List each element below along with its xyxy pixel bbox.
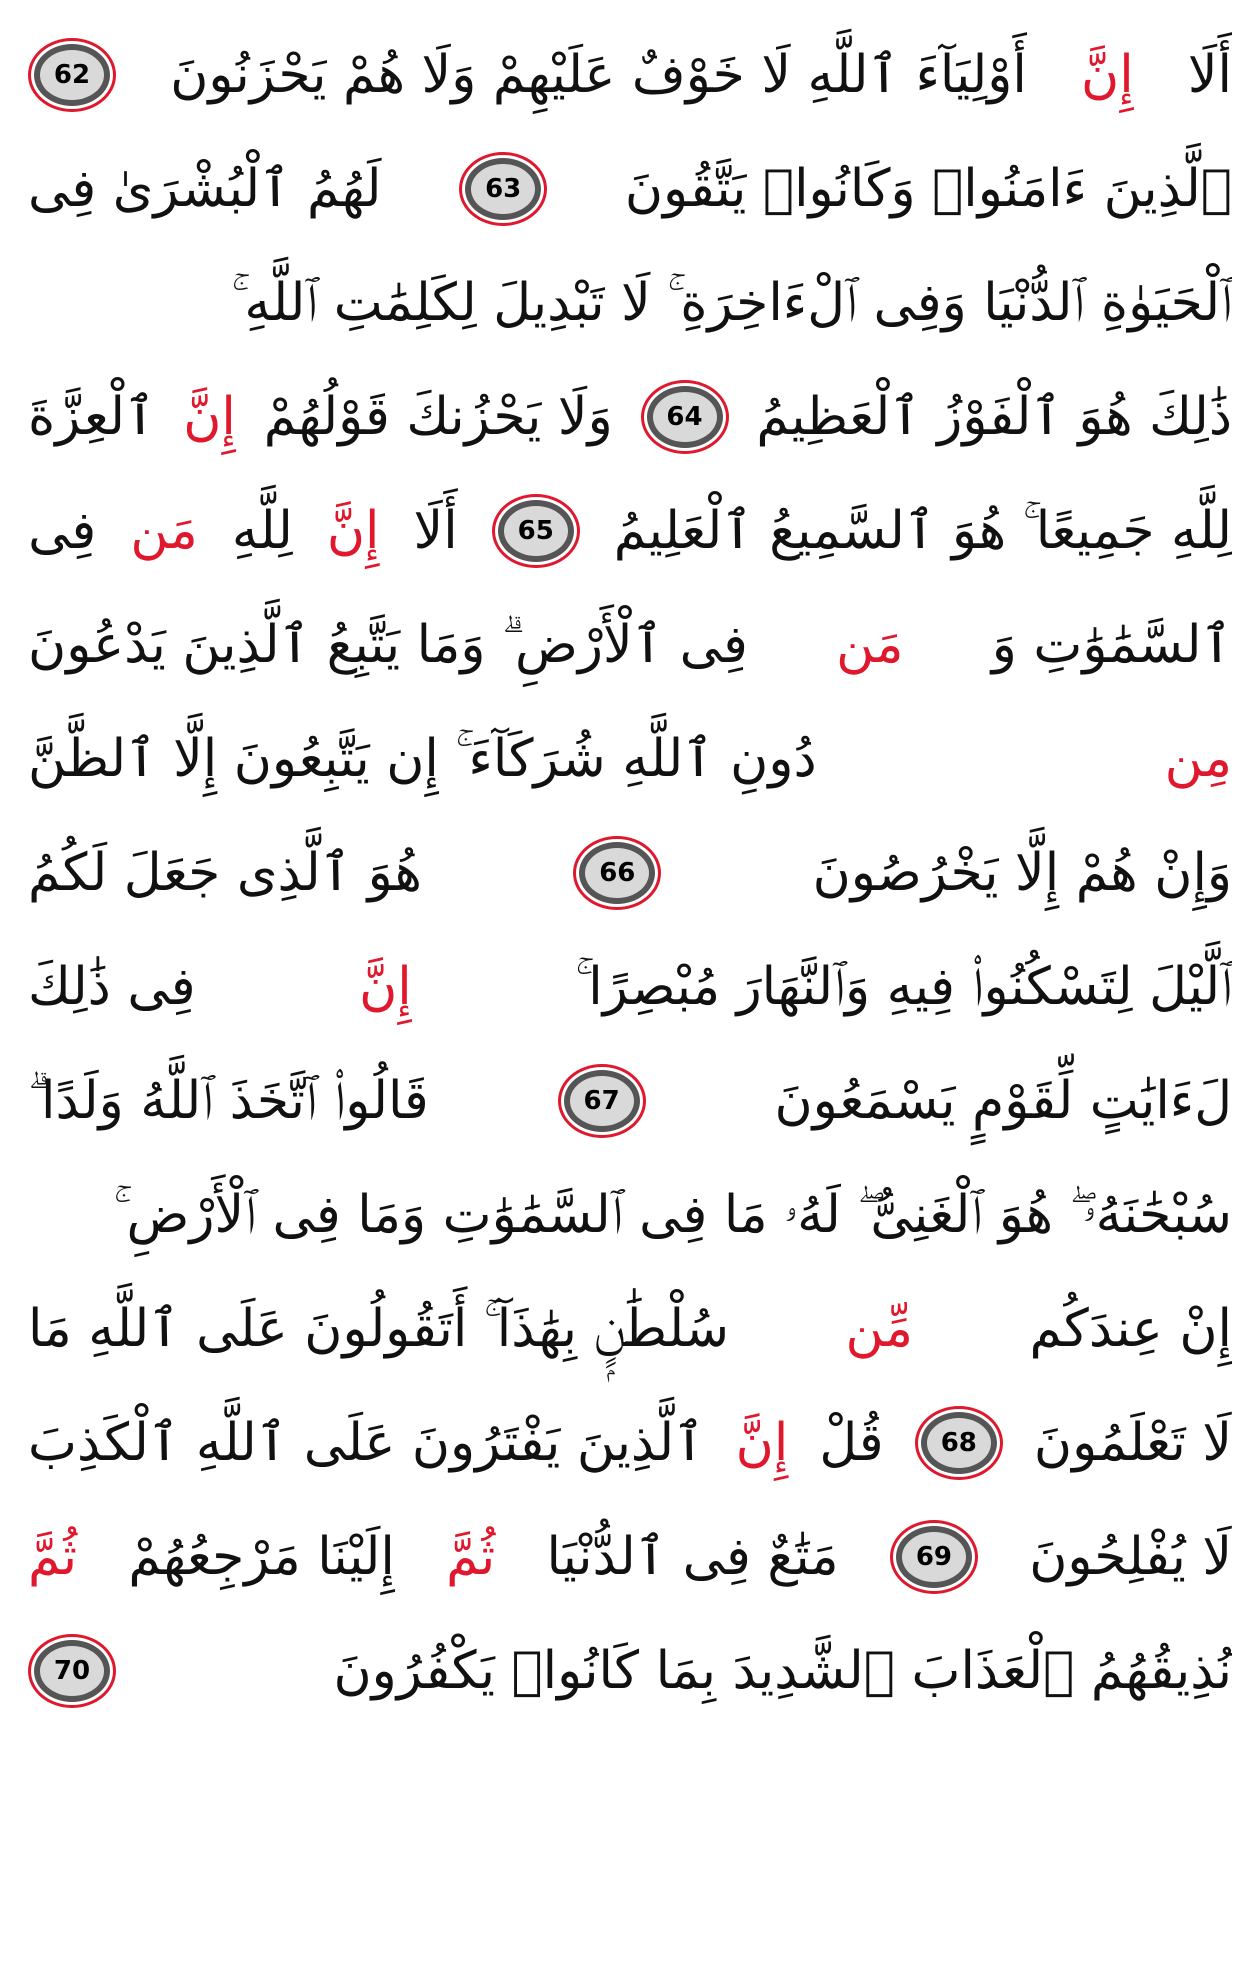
verse-line <box>28 132 1232 246</box>
verse-line <box>28 360 1232 474</box>
verse-text: لَهُمُ ٱلْبُشْرَىٰ فِى <box>28 159 382 219</box>
verse-text: لَا تَعْلَمُونَ <box>1033 1413 1232 1473</box>
verse-text: لَءَايَٰتٍ لِّقَوْمٍ يَسْمَعُونَ <box>774 1071 1232 1131</box>
ayah-number-marker: 65 <box>498 500 574 562</box>
verse-text: هُوَ ٱلَّذِى جَعَلَ لَكُمُ <box>28 843 422 903</box>
ayah-number-marker: 70 <box>34 1640 110 1702</box>
verse-text: لِلَّهِ جَمِيعًا ۚ هُوَ ٱلسَّمِيعُ ٱلْعَلِيمُ <box>613 501 1232 561</box>
verse-text: وَلَا يَحْزُنكَ قَوْلُهُمْ <box>263 387 613 447</box>
verse-text: أَلَا <box>1187 45 1232 105</box>
verse-text: فِى <box>28 501 97 561</box>
verse-text: مَتَٰعٌ فِى ٱلدُّنْيَا <box>546 1527 839 1587</box>
verse-text: لِلَّهِ <box>231 501 293 561</box>
verse-text: إِنْ عِندَكُم <box>1029 1299 1232 1359</box>
highlighted-word: إِنَّ <box>1081 45 1134 105</box>
verse-text: قُلْ <box>819 1413 884 1473</box>
verse-text: ٱلْحَيَوٰةِ ٱلدُّنْيَا وَفِى ٱلْءَاخِرَةِ ۚ لَا تَبْدِيلَ لِكَلِمَٰتِ ٱللَّهِ ۚ <box>231 273 1232 333</box>
verse-line <box>28 702 1232 816</box>
verse-line <box>28 1500 1232 1614</box>
highlighted-word: مَن <box>130 501 198 561</box>
highlighted-word: إِنَّ <box>735 1413 789 1473</box>
verse-line <box>28 246 1232 360</box>
highlighted-word: ثُمَّ <box>28 1527 78 1587</box>
verse-text: ٱلَّذِينَ يَفْتَرُونَ عَلَى ٱللَّهِ ٱلْكَذِبَ <box>28 1413 705 1473</box>
verse-line <box>28 1158 1232 1272</box>
ayah-number-marker: 66 <box>579 842 655 904</box>
verse-text: وَإِنْ هُمْ إِلَّا يَخْرُصُونَ <box>812 843 1232 903</box>
verse-line <box>28 588 1232 702</box>
verse-line <box>28 1044 1232 1158</box>
verse-line <box>28 18 1232 132</box>
verse-line <box>28 1614 1232 1728</box>
verse-text: فِى ٱلْأَرْضِ ۗ وَمَا يَتَّبِعُ ٱلَّذِينَ يَدْعُونَ <box>28 615 748 675</box>
verse-line <box>28 1386 1232 1500</box>
verse-text: ٱلْعِزَّةَ <box>28 387 156 447</box>
ayah-number-marker: 63 <box>465 158 541 220</box>
ayah-number-marker: 69 <box>896 1526 972 1588</box>
verse-text: أَلَا <box>413 501 458 561</box>
highlighted-word: إِنَّ <box>183 387 236 447</box>
verse-line <box>28 1272 1232 1386</box>
verse-line <box>28 816 1232 930</box>
verse-text: لَا يُفْلِحُونَ <box>1029 1527 1232 1587</box>
verse-line <box>28 474 1232 588</box>
ayah-number-marker: 62 <box>34 44 110 106</box>
verse-text: ٱلسَّمَٰوَٰتِ وَ <box>991 615 1232 675</box>
ayah-number-marker: 68 <box>921 1412 997 1474</box>
verse-text: فِى ذَٰلِكَ <box>28 957 196 1017</box>
verse-text: قَالُوا۟ ٱتَّخَذَ ٱللَّهُ وَلَدًا ۗ <box>28 1071 429 1131</box>
verse-line <box>28 930 1232 1044</box>
highlighted-word: مِّن <box>845 1299 913 1359</box>
highlighted-word: ثُمَّ <box>446 1527 496 1587</box>
verse-text: نُذِيقُهُمُ ٱلْعَذَابَ ٱلشَّدِيدَ بِمَا كَانُوا۟ يَكْفُرُونَ <box>333 1641 1232 1701</box>
verse-text: سُلْطَٰنٍۭ بِهَٰذَآ ۚ أَتَقُولُونَ عَلَى ٱللَّهِ مَا <box>28 1299 730 1359</box>
highlighted-word: مَن <box>836 615 904 675</box>
highlighted-word: إِنَّ <box>326 501 380 561</box>
verse-text: ٱلَّيْلَ لِتَسْكُنُوا۟ فِيهِ وَٱلنَّهَارَ مُبْصِرًا ۚ <box>575 957 1232 1017</box>
highlighted-word: مِن <box>1164 729 1232 789</box>
verse-text: ذَٰلِكَ هُوَ ٱلْفَوْزُ ٱلْعَظِيمُ <box>756 387 1232 447</box>
highlighted-word: إِنَّ <box>359 957 412 1017</box>
ayah-number-marker: 64 <box>647 386 723 448</box>
verse-text: إِلَيْنَا مَرْجِعُهُمْ <box>128 1527 395 1587</box>
verse-text: دُونِ ٱللَّهِ شُرَكَآءَ ۚ إِن يَتَّبِعُونَ إِلَّا ٱلظَّنَّ <box>28 729 817 789</box>
verse-text: ٱلَّذِينَ ءَامَنُوا۟ وَكَانُوا۟ يَتَّقُونَ <box>624 159 1232 219</box>
verse-text: أَوْلِيَآءَ ٱللَّهِ لَا خَوْفٌ عَلَيْهِمْ وَلَا هُمْ يَحْزَنُونَ <box>170 45 1027 105</box>
verse-text: سُبْحَٰنَهُۥ ۖ هُوَ ٱلْغَنِىُّ ۖ لَهُۥ مَا فِى ٱلسَّمَٰوَٰتِ وَمَا فِى ٱلْأَرْضِ ۚ <box>113 1185 1232 1245</box>
ayah-number-marker: 67 <box>564 1070 640 1132</box>
